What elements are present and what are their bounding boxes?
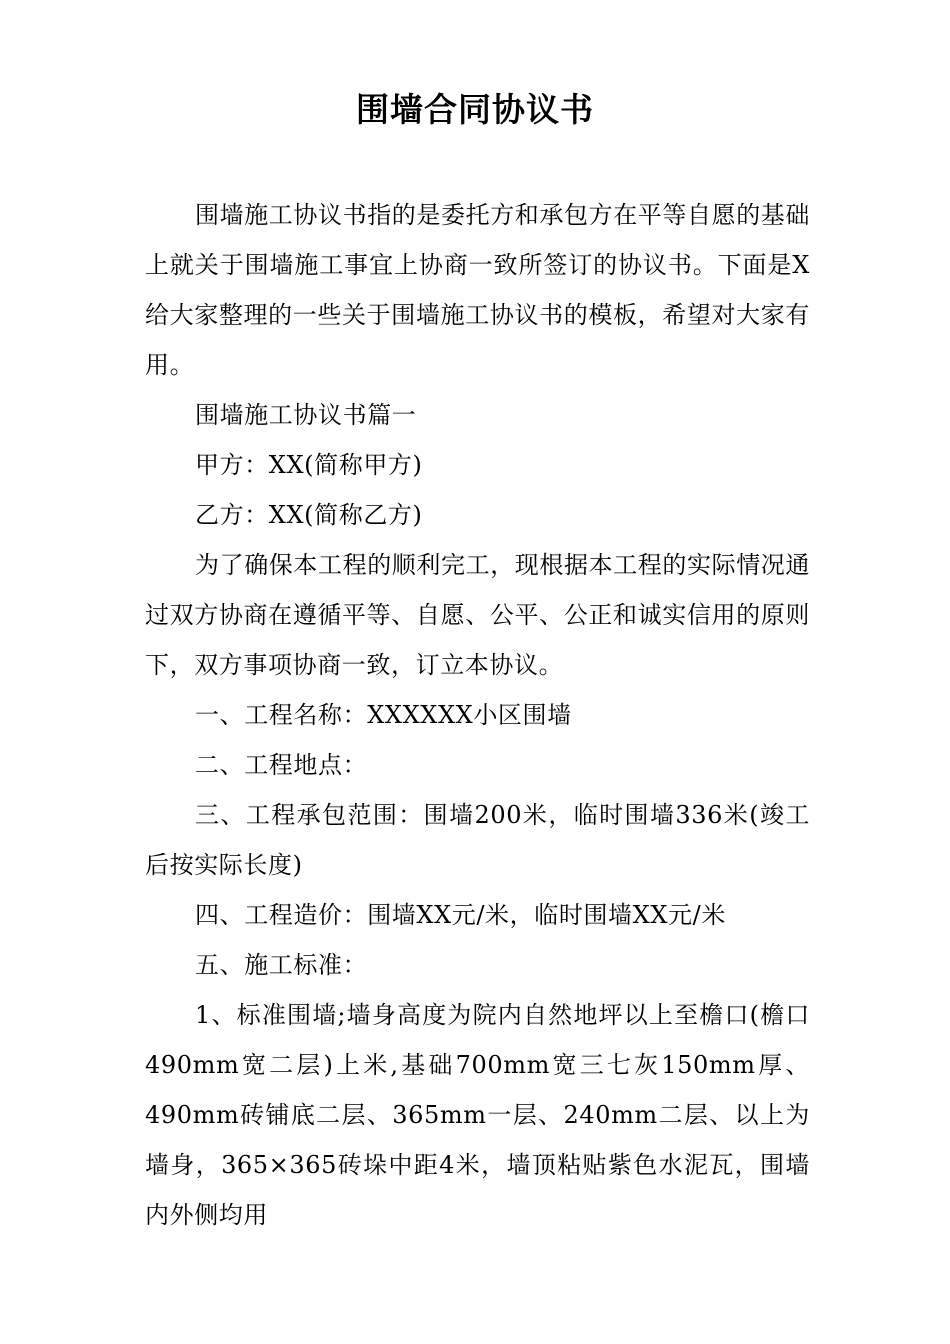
clause-project-location: 二、工程地点： bbox=[195, 751, 368, 779]
clause-project-scope: 三、工程承包范围：围墙200米，临时围墙336米(竣工后按实际长度) bbox=[145, 801, 810, 879]
intro-paragraph: 围墙施工协议书指的是委托方和承包方在平等自愿的基础上就关于围墙施工事宜上协商一致所签订的协议书。下面是X给大家整理的一些关于围墙施工协议书的模板，希望对大家有用。 bbox=[145, 201, 810, 379]
document-title: 围墙合同协议书 bbox=[356, 90, 594, 129]
clause-standard-wall: 1、标准围墙;墙身高度为院内自然地坪以上至檐口(檐口490mm宽二层)上米,基础700mm宽三七灰150mm厚、490mm砖铺底二层、365mm一层、240mm二层、以上为墙身，365×365砖垛中距4米，墙顶粘贴紫色水泥瓦，围墙内外侧均用 bbox=[145, 1001, 810, 1229]
party-b-line: 乙方：XX(简称乙方) bbox=[195, 501, 423, 529]
document-body bbox=[145, 190, 810, 1240]
clause-project-cost: 四、工程造价：围墙XX元/米，临时围墙XX元/米 bbox=[195, 901, 726, 929]
clause-construction-standard: 五、施工标准： bbox=[195, 951, 368, 979]
party-a-line: 甲方：XX(简称甲方) bbox=[195, 451, 423, 479]
preamble-paragraph: 为了确保本工程的顺利完工，现根据本工程的实际情况通过双方协商在遵循平等、自愿、公平、公正和诚实信用的原则下，双方事项协商一致，订立本协议。 bbox=[145, 551, 810, 679]
clause-project-name: 一、工程名称：XXXXXX小区围墙 bbox=[195, 701, 572, 729]
section-heading: 围墙施工协议书篇一 bbox=[195, 401, 417, 429]
